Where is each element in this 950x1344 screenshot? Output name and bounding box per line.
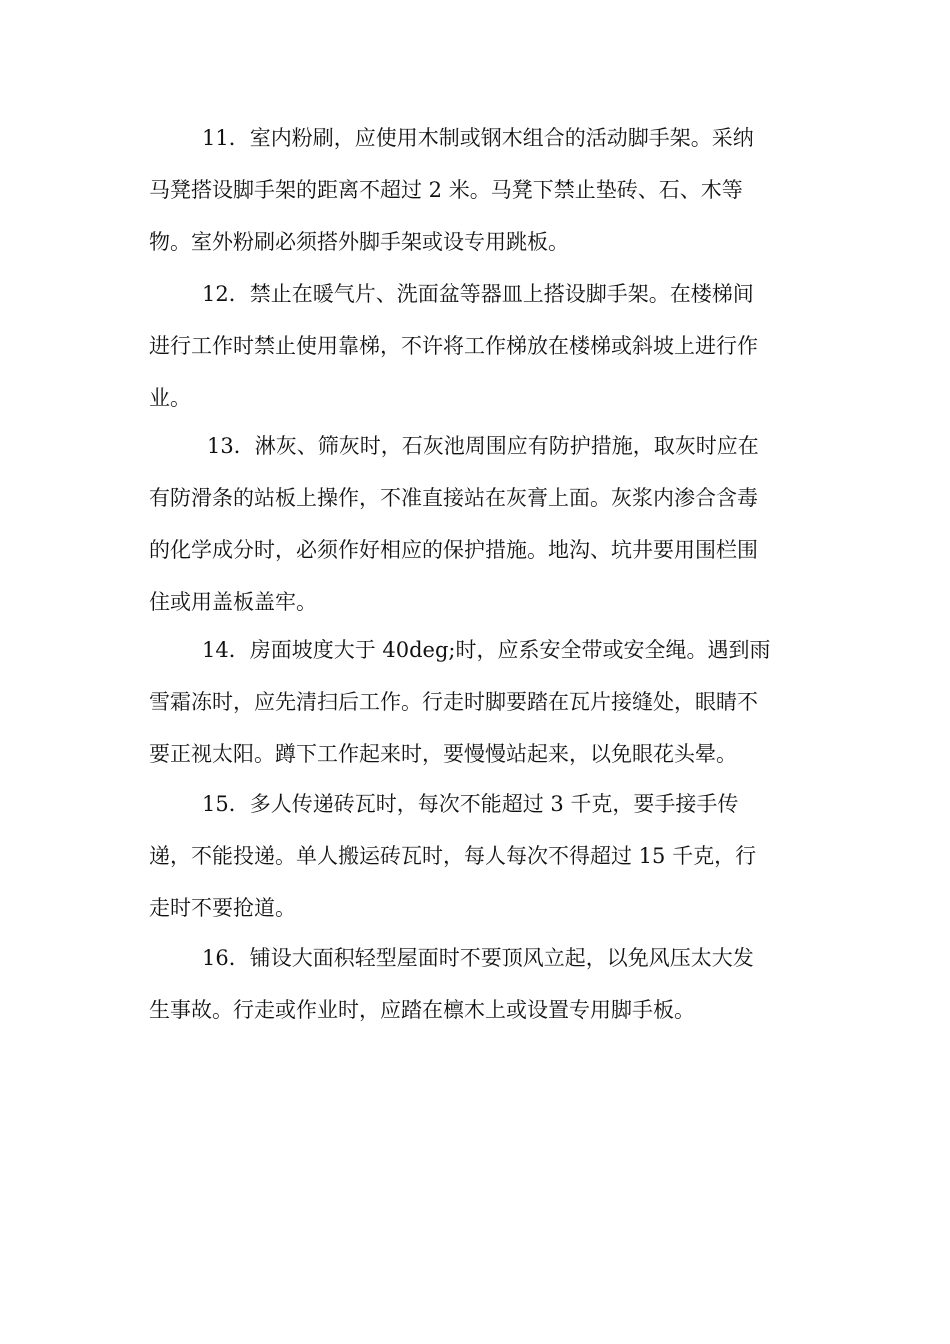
text-line: 雪霜冻时，应先清扫后工作。行走时脚要踏在瓦片接缝处，眼睛不 [149, 690, 758, 714]
paragraph-11 [149, 112, 809, 268]
text-line: 11．室内粉刷，应使用木制或钢木组合的活动脚手架。采纳 [202, 126, 754, 150]
paragraph-12 [149, 268, 809, 424]
paragraph-15 [149, 778, 809, 934]
text-line: 走时不要抢道。 [149, 896, 296, 920]
text-line: 12．禁止在暖气片、洗面盆等器皿上搭设脚手架。在楼梯间 [202, 282, 754, 306]
text-line: 马凳搭设脚手架的距离不超过 2 米。马凳下禁止垫砖、石、木等 [149, 178, 743, 202]
text-line: 15．多人传递砖瓦时，每次不能超过 3 千克，要手接手传 [202, 792, 739, 816]
text-line: 住或用盖板盖牢。 [149, 590, 317, 614]
text-line: 13．淋灰、筛灰时，石灰池周围应有防护措施，取灰时应在 [207, 434, 759, 458]
text-line: 要正视太阳。蹲下工作起来时，要慢慢站起来，以免眼花头晕。 [149, 742, 737, 766]
paragraph-16 [149, 932, 809, 1036]
text-line: 14．房面坡度大于 40deg;时，应系安全带或安全绳。遇到雨 [202, 638, 771, 662]
text-line: 物。室外粉刷必须搭外脚手架或设专用跳板。 [149, 230, 569, 254]
text-line: 业。 [149, 386, 191, 410]
text-line: 16．铺设大面积轻型屋面时不要顶风立起，以免风压太大发 [202, 946, 754, 970]
text-line: 进行工作时禁止使用靠梯，不许将工作梯放在楼梯或斜坡上进行作 [149, 334, 758, 358]
text-line: 递，不能投递。单人搬运砖瓦时，每人每次不得超过 15 千克，行 [149, 844, 757, 868]
text-line: 的化学成分时，必须作好相应的保护措施。地沟、坑井要用围栏围 [149, 538, 758, 562]
text-line: 生事故。行走或作业时，应踏在檩木上或设置专用脚手板。 [149, 998, 695, 1022]
paragraph-14 [149, 624, 809, 780]
text-line: 有防滑条的站板上操作，不准直接站在灰膏上面。灰浆内渗合含毒 [149, 486, 758, 510]
paragraph-13 [149, 420, 809, 628]
